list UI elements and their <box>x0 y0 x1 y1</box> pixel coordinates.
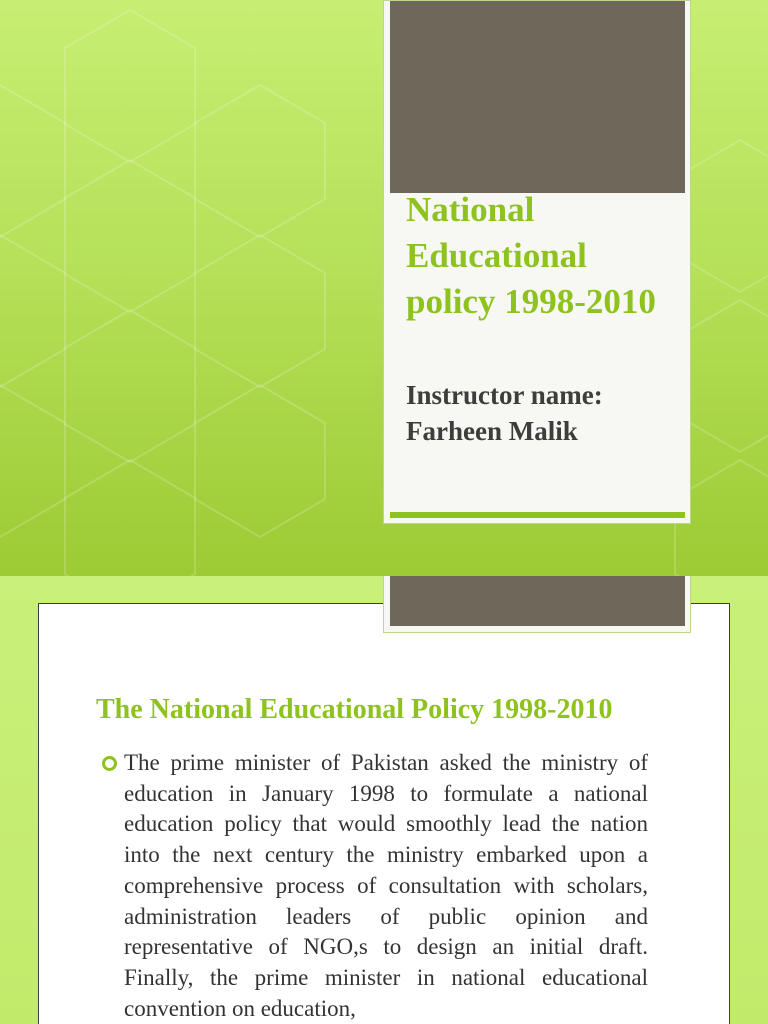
instructor-label: Instructor name: <box>406 380 603 410</box>
slide-2 <box>0 576 768 1024</box>
slide-title: National Educational policy 1998-2010 <box>406 190 656 321</box>
instructor-name: Farheen Malik <box>406 416 578 446</box>
ring-bullet-icon <box>102 756 117 771</box>
top-tab-card <box>383 576 691 633</box>
slide-subtitle <box>406 377 676 449</box>
title-card <box>383 0 691 524</box>
slide-heading: The National Educational Policy 1998-2010 <box>96 694 613 725</box>
bullet-text: The prime minister of Pakistan asked the ministry of education in January 1998 to formulate a national education policy that would smoothly lead the nation into the next century the ministry embarked upon a comprehensive process of consultation with scholars, administration leaders of public opinion and representative of NGO,s to design an initial draft. Finally, the prime minister in national educational convention on education, <box>124 750 648 1021</box>
accent-bar <box>390 512 685 518</box>
title-image-placeholder <box>390 1 685 193</box>
tab-image-placeholder <box>390 576 685 626</box>
